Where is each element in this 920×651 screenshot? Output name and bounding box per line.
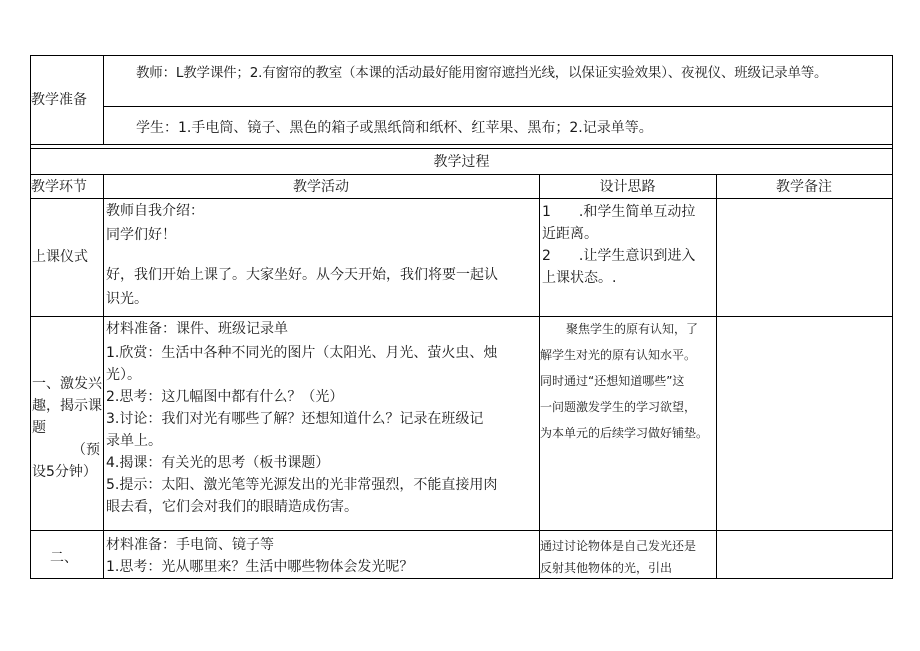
- row2-activity-line: 录单上。: [106, 433, 162, 449]
- col-divider-1-top: [103, 55, 104, 144]
- col-divider-3: [716, 174, 717, 578]
- row2-activity-line: 光）。: [106, 367, 141, 383]
- table-border-top: [30, 55, 893, 56]
- row1-rationale-line: 近距离。: [542, 226, 598, 242]
- prep-divider: [103, 106, 893, 107]
- row2-activity-line: 4.揭课：有关光的思考（板书课题）: [106, 455, 330, 471]
- header-activity: 教学活动: [293, 179, 349, 195]
- prep-section-label: 教学准备: [31, 92, 87, 108]
- prep-student-text: 学生：1.手电筒、镜子、黑色的箱子或黑纸筒和纸杯、红苹果、黑布；2.记录单等。: [136, 120, 653, 136]
- row3-rationale-line: 通过讨论物体是自己发光还是: [540, 539, 697, 553]
- row2-rationale-line: 为本单元的后续学习做好铺垫。: [540, 426, 709, 440]
- row2-activity-line: 2.思考：这几幅图中都有什么？（光）: [106, 389, 344, 405]
- process-title: 教学过程: [433, 154, 490, 170]
- title-top: [30, 148, 893, 149]
- row2-activity-line: 1.欣赏：生活中各种不同光的图片（太阳光、月光、萤火虫、烛: [106, 345, 498, 361]
- row1-rationale-line: 1 .和学生简单互动拉: [542, 204, 696, 220]
- row2-bottom: [30, 530, 893, 531]
- row2-rationale-line: 解学生对光的原有认知水平。: [540, 348, 697, 362]
- row2-activity-line: 眼去看，它们会对我们的眼睛造成伤害。: [106, 499, 358, 515]
- row2-stage-line: （预: [72, 442, 100, 458]
- prep-teacher-text: 教师：L教学课件；2.有窗帘的教室（本课的活动最好能用窗帘遮挡光线，以保证实验效果）、夜视仪、班级记录单等。: [136, 65, 828, 81]
- row3-stage: 二、: [50, 550, 78, 566]
- row2-stage-line: 设5分钟）: [32, 464, 97, 480]
- row2-activity-line: 材料准备：课件、班级记录单: [106, 321, 288, 337]
- row1-activity-line: 同学们好！: [106, 227, 176, 243]
- row2-stage-line: 一、激发兴: [32, 376, 102, 392]
- row2-rationale-line: 聚焦学生的原有认知，了: [566, 322, 699, 336]
- row2-rationale-line: 一问题激发学生的学习欲望，: [540, 400, 697, 414]
- row2-stage-line: 趣，揭示课: [32, 398, 102, 414]
- header-notes: 教学备注: [776, 179, 832, 195]
- row1-rationale-line: 2 .让学生意识到进入: [542, 248, 696, 264]
- row2-activity-line: 5.提示：太阳、激光笔等光源发出的光非常强烈，不能直接用肉: [106, 477, 498, 493]
- row1-stage: 上课仪式: [32, 249, 88, 265]
- row3-activity-line: 1.思考：光从哪里来？生活中哪些物体会发光呢？: [106, 559, 414, 575]
- row3-activity-line: 材料准备：手电筒、镜子等: [106, 537, 274, 553]
- row2-stage-line: 题: [32, 420, 46, 436]
- prep-bottom: [30, 144, 893, 145]
- row2-rationale-line: 同时通过“还想知道哪些”这: [540, 374, 685, 388]
- row1-activity-line: 识光。: [106, 291, 148, 307]
- row2-activity-line: 3.讨论：我们对光有哪些了解？还想知道什么？记录在班级记: [106, 411, 484, 427]
- row1-activity-line: 教师自我介绍：: [106, 203, 204, 219]
- header-rationale: 设计思路: [599, 179, 656, 195]
- header-stage: 教学环节: [31, 179, 87, 195]
- row3-rationale-line: 反射其他物体的光，引出: [540, 561, 673, 575]
- row1-rationale-line: 上课状态。.: [542, 270, 617, 286]
- row1-activity-line: 好，我们开始上课了。大家坐好。从今天开始，我们将要一起认: [106, 267, 498, 283]
- col-divider-1: [103, 174, 104, 578]
